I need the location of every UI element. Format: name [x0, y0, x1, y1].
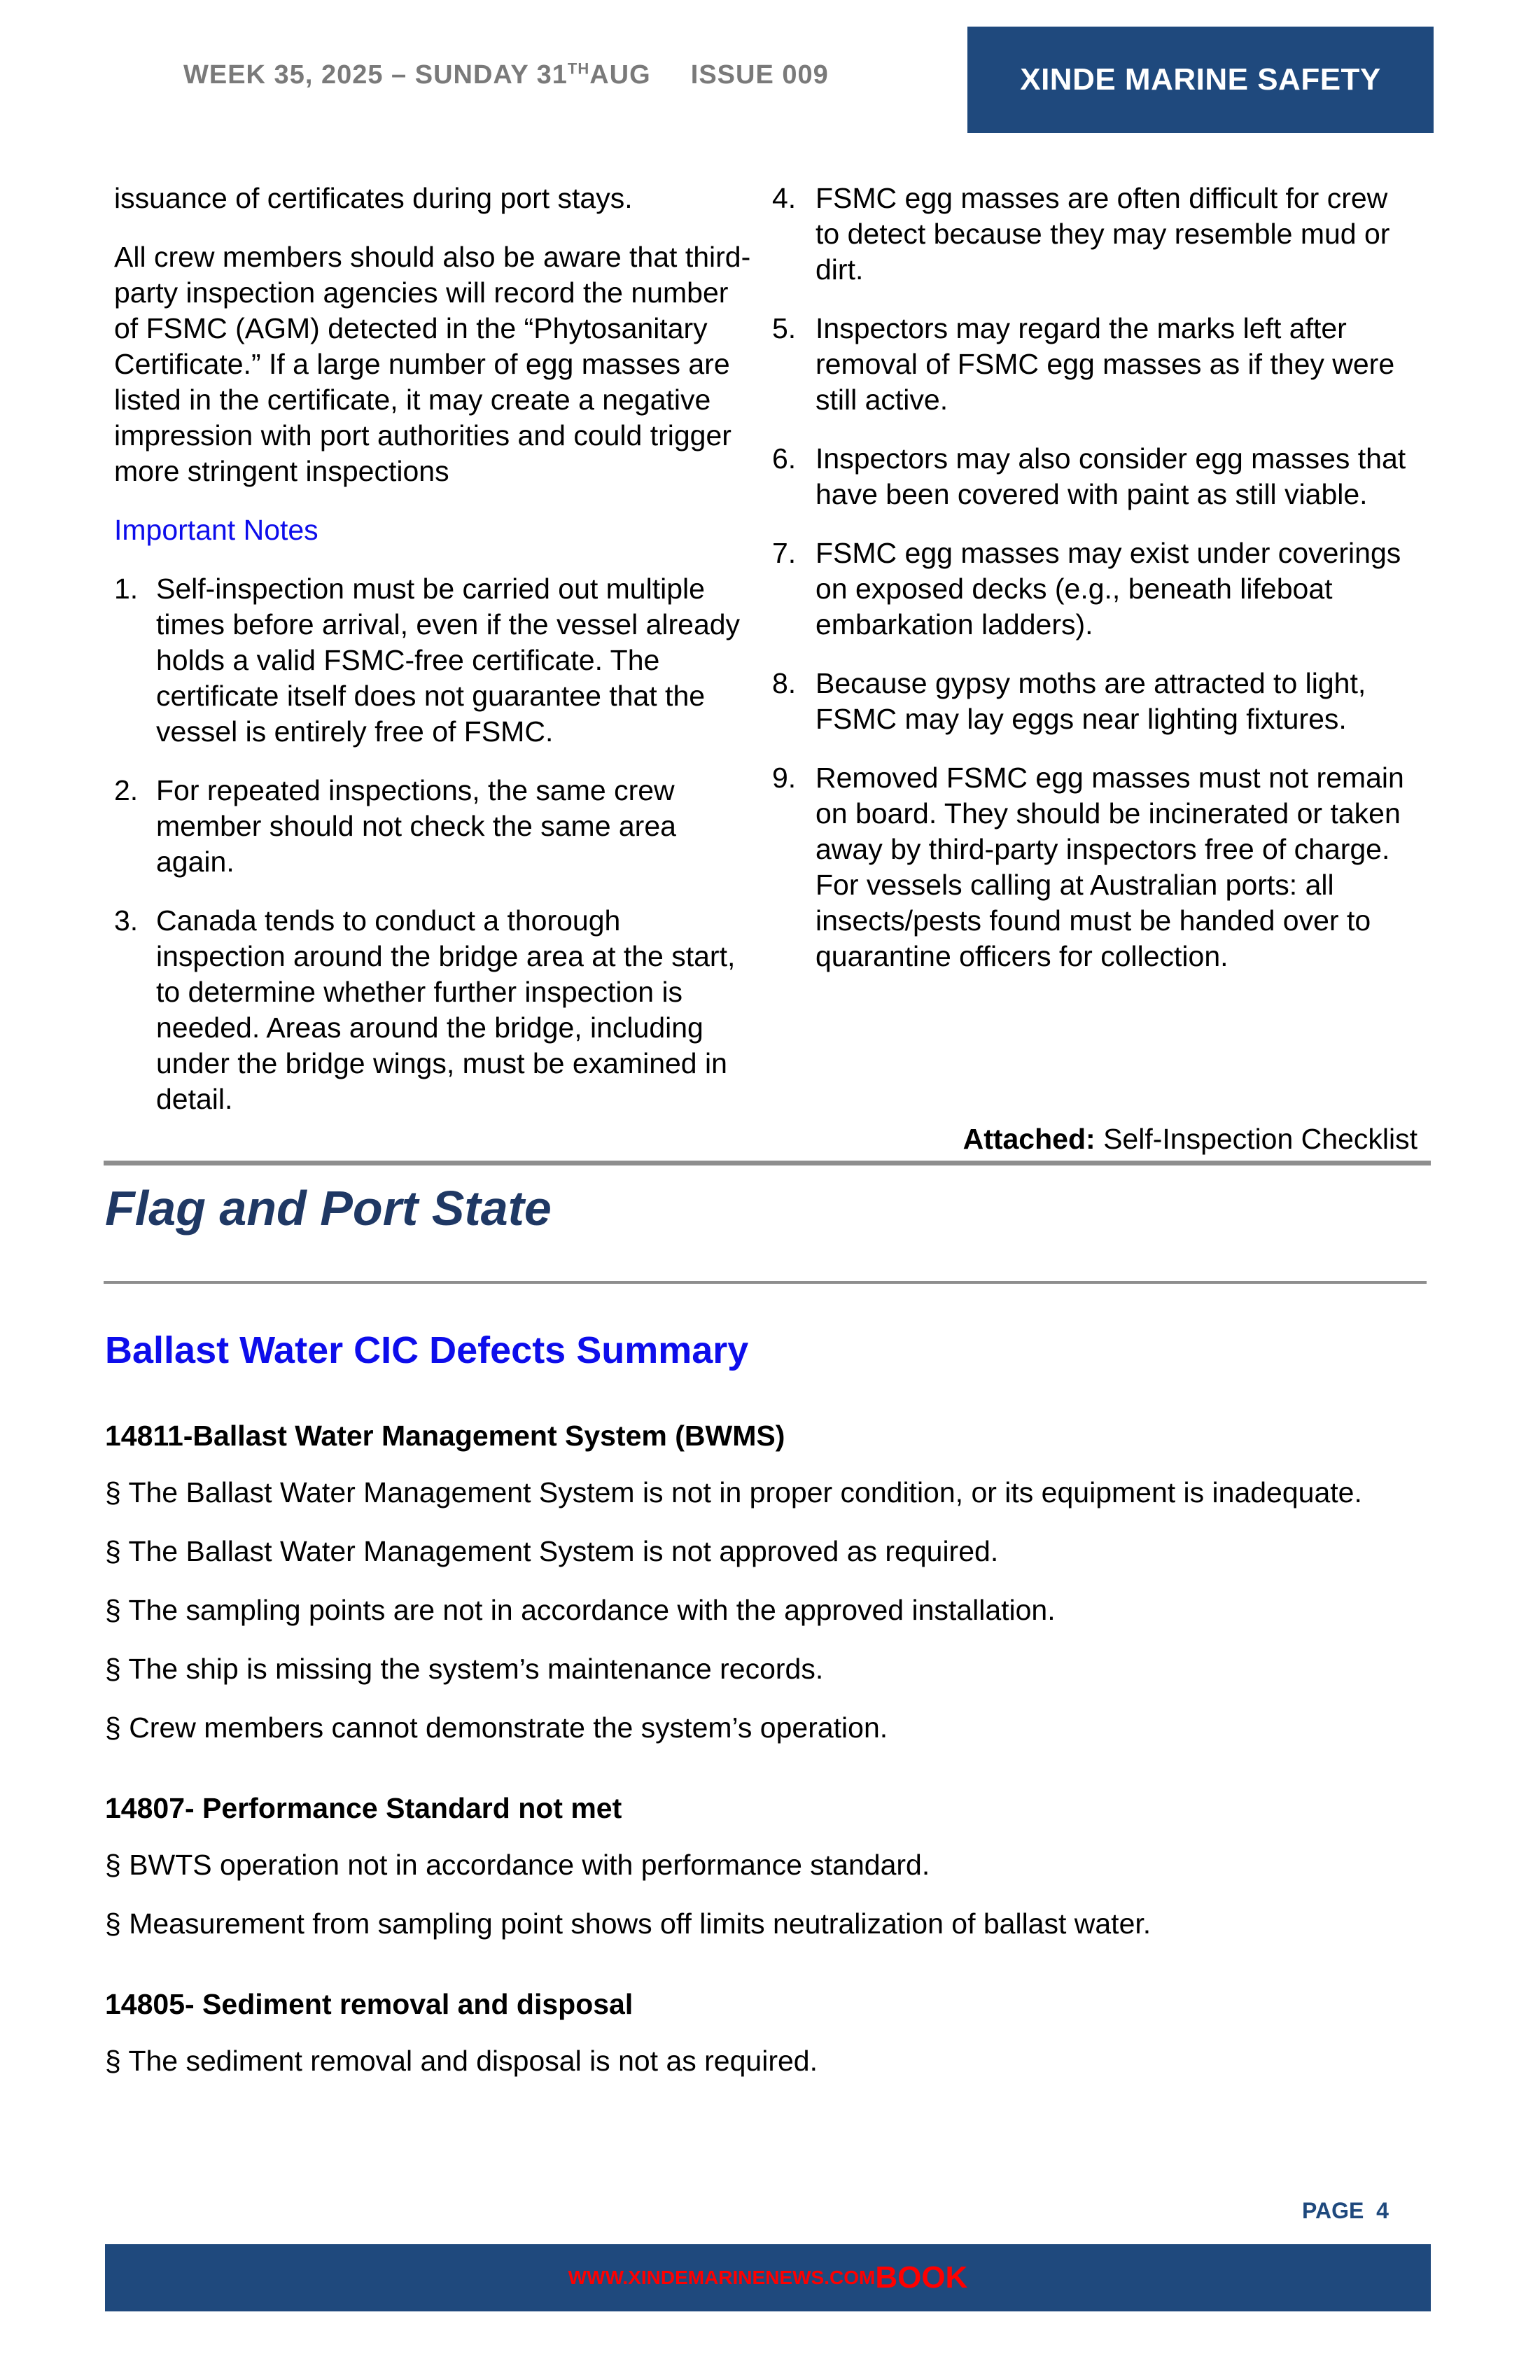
website-link[interactable]: WWW.XINDEMARINENEWS.COM — [568, 2267, 876, 2288]
paragraph: All crew members should also be aware that third-party inspection agencies will record the number of FSMC (AGM) detected in the “Phytosanitary Certificate.” If a large number of egg masses are listed in the certificate, it may create a negative impression with port authorities and could trigger more stringent inspections — [114, 241, 751, 487]
footer-bar — [105, 2244, 1431, 2311]
defect-item: § The Ballast Water Management System is not approved as required. — [105, 1535, 999, 1567]
brand-title: XINDE MARINE SAFETY — [1020, 62, 1381, 97]
left-column — [114, 181, 752, 1140]
header-dash: – — [391, 60, 407, 90]
subsection-title: Ballast Water CIC Defects Summary — [105, 1329, 749, 1371]
defect-group — [105, 1791, 1421, 1942]
week-label: WEEK 35, 2025 — [183, 60, 384, 90]
defect-item: § The ship is missing the system’s maintenance records. — [105, 1653, 824, 1685]
page-number: PAGE 4 — [1302, 2198, 1389, 2223]
defect-item: § The sampling points are not in accordance with the approved installation. — [105, 1594, 1056, 1626]
notes-list-continued — [772, 181, 1416, 974]
note-item: 5. Inspectors may regard the marks left after removal of FSMC egg masses as if they were still active. — [772, 312, 1395, 416]
note-item: 6. Inspectors may also consider egg masses that have been covered with paint as still viable. — [772, 442, 1406, 510]
date-label: SUNDAY 31THAUG — [414, 59, 651, 90]
defect-item: § The Ballast Water Management System is not in proper condition, or its equipment is inadequate. — [105, 1476, 1362, 1508]
note-item: 9. Removed FSMC egg masses must not remain on board. They should be incinerated or taken away by third-party inspectors free of charge. For vessels calling at Australian ports: all insects/pests found must be handed over to quarantine officers for collection. — [772, 762, 1404, 972]
note-item: 3. Canada tends to conduct a thorough inspection around the bridge area at the start, to determine whether further inspection is needed. Areas around the bridge, including under the bridge wings, must be examined in detail. — [114, 904, 736, 1115]
defect-item: § The sediment removal and disposal is not as required. — [105, 2045, 818, 2077]
defect-item: § Measurement from sampling point shows off limits neutralization of ballast water. — [105, 1907, 1152, 1940]
title-underline — [104, 1281, 1427, 1284]
issue-label: ISSUE 009 — [690, 60, 829, 90]
note-item: 7. FSMC egg masses may exist under coverings on exposed decks (e.g., beneath lifeboat embarkation ladders). — [772, 537, 1401, 640]
right-column — [772, 181, 1416, 997]
note-item: 8. Because gypsy moths are attracted to light, FSMC may lay eggs near lighting fixtures. — [772, 667, 1366, 735]
defect-group — [105, 1987, 1421, 2079]
defect-code: 14811-Ballast Water Management System (BWMS) — [105, 1420, 785, 1452]
section-title: Flag and Port State — [105, 1181, 552, 1236]
book-label: BOOK — [875, 2260, 968, 2295]
section-divider — [104, 1161, 1431, 1166]
note-item: 1. Self-inspection must be carried out multiple times before arrival, even if the vessel already holds a valid FSMC-free certificate. The certificate itself does not guarantee that the vessel is entirely free of FSMC. — [114, 573, 741, 748]
issue-header — [183, 60, 883, 90]
notes-list — [114, 571, 752, 1117]
defect-code: 14805- Sediment removal and disposal — [105, 1988, 634, 2020]
note-item: 2. For repeated inspections, the same crew member should not check the same area again. — [114, 774, 676, 878]
defect-item: § Crew members cannot demonstrate the system’s operation. — [105, 1712, 888, 1744]
note-item: 4. FSMC egg masses are often difficult for crew to detect because they may resemble mud or dirt. — [772, 182, 1390, 286]
brand-banner — [967, 27, 1434, 133]
defect-item: § BWTS operation not in accordance with performance standard. — [105, 1849, 930, 1881]
defect-group — [105, 1418, 1421, 1746]
paragraph: issuance of certificates during port stays. — [114, 182, 633, 214]
defects-list — [105, 1418, 1421, 2124]
important-notes-heading: Important Notes — [114, 514, 318, 546]
attached-note: Attached: Self-Inspection Checklist — [962, 1123, 1418, 1155]
defect-code: 14807- Performance Standard not met — [105, 1792, 622, 1824]
